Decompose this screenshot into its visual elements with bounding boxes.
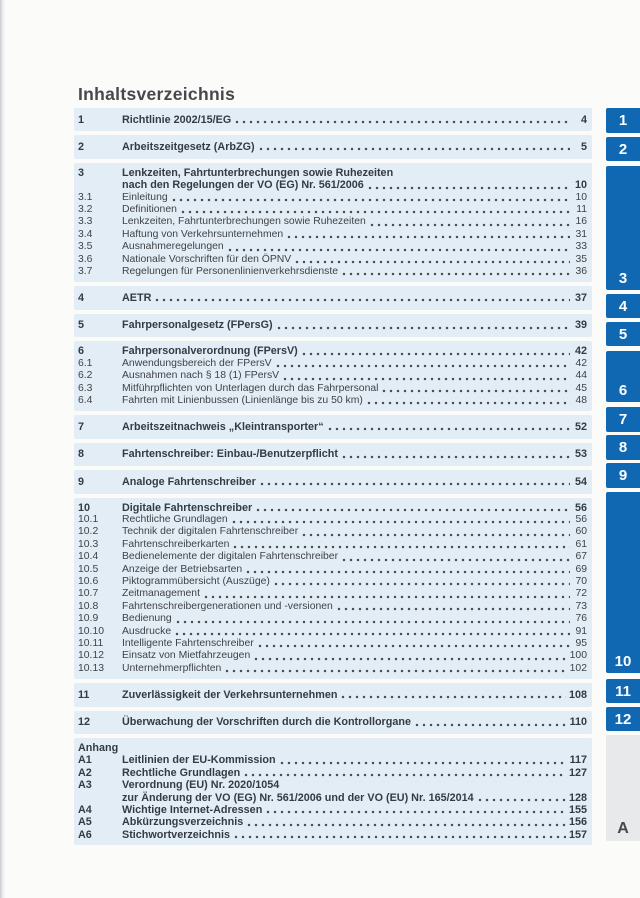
toc-row: [78, 383, 587, 395]
page-number: 5: [580, 140, 587, 153]
toc-row: [78, 754, 587, 766]
thumb-tab-label: 2: [618, 140, 628, 158]
entry-number: 9: [78, 475, 85, 488]
page-number: 117: [569, 754, 587, 767]
entry-title: zur Änderung der VO (EG) Nr. 561/2006 und der VO (EU) Nr. 165/2014: [122, 791, 474, 804]
dot-leader: [302, 533, 570, 537]
page-number: 157: [568, 828, 587, 841]
page-number: 52: [574, 420, 587, 433]
toc-row: [78, 779, 587, 791]
entry-number: A2: [78, 766, 92, 779]
entry-title: Ausdrucke: [122, 625, 172, 637]
entry-title: Piktogrammübersicht (Auszüge): [122, 575, 270, 587]
entry-number: 10.4: [78, 551, 99, 563]
page-number: 128: [568, 791, 587, 804]
dot-leader: [342, 455, 570, 459]
page-number: 95: [575, 638, 587, 649]
page-number: 67: [575, 551, 587, 563]
entry-number: 10.6: [78, 575, 99, 587]
page-number: 35: [575, 253, 587, 265]
dot-leader: [341, 695, 566, 699]
toc-block: [74, 711, 592, 734]
entry-title: Lenkzeiten, Fahrtunterbrechungen sowie Ruhezeiten: [122, 166, 394, 179]
entry-title: Intelligente Fahrtenschreiber: [122, 638, 254, 649]
entry-number: 10.3: [78, 538, 99, 550]
page-number: 76: [575, 613, 587, 625]
toc-row: [78, 716, 587, 728]
toc-row: [78, 292, 587, 304]
thumb-tab-A: [606, 735, 640, 841]
entry-number: 10.11: [78, 638, 104, 649]
page-number: 102: [569, 662, 587, 674]
entry-title: Zuverlässigkeit der Verkehrsunternehmen: [122, 688, 338, 701]
page-number: 4: [580, 113, 587, 126]
entry-number: 10.13: [78, 662, 105, 674]
entry-title: Leitlinien der EU-Kommission: [122, 754, 276, 767]
thumb-tab-1: [606, 108, 640, 133]
entry-number: 7: [78, 420, 85, 433]
thumb-tab-label: 11: [615, 682, 631, 700]
dot-leader: [176, 620, 570, 624]
thumb-tab-label: 12: [614, 710, 632, 728]
dot-leader: [302, 352, 570, 356]
dot-leader: [415, 723, 567, 727]
toc-row: [78, 370, 587, 382]
entry-number: 6.3: [78, 382, 93, 394]
entry-number: 6.2: [78, 370, 93, 382]
entry-number: 10.5: [78, 563, 99, 575]
toc-row: [78, 358, 587, 370]
entry-number: A4: [78, 804, 92, 817]
dot-leader: [283, 377, 570, 381]
entry-number: 3: [78, 166, 85, 179]
toc-row: [78, 421, 587, 433]
toc-block: [74, 314, 592, 337]
dot-leader: [244, 773, 566, 777]
entry-number: 8: [78, 448, 85, 461]
entry-title: Verordnung (EU) Nr. 2020/1054: [122, 779, 280, 792]
dot-leader: [274, 582, 570, 586]
toc-row: [78, 539, 587, 551]
dot-leader: [175, 632, 570, 636]
entry-number: A3: [78, 779, 92, 792]
entry-title: Rechtliche Grundlagen: [122, 513, 228, 525]
entry-title: Richtlinie 2002/15/EG: [122, 113, 232, 126]
entry-number: 1: [78, 113, 85, 126]
dot-leader: [155, 298, 570, 302]
thumb-tab-label: 4: [618, 297, 628, 315]
page-number: 37: [574, 291, 587, 304]
dot-leader: [342, 272, 570, 276]
dot-leader: [342, 558, 570, 562]
dot-leader: [247, 823, 566, 827]
toc-row: [78, 254, 587, 266]
toc-block: [74, 683, 592, 706]
page-number: 156: [568, 816, 587, 829]
dot-leader: [232, 520, 570, 524]
entry-title: Anwendungsbereich der FPersV: [122, 357, 272, 369]
entry-title: Stichwortverzeichnis: [122, 828, 231, 841]
dot-leader: [370, 223, 570, 227]
dot-leader: [181, 210, 570, 214]
entry-title: Unternehmerpflichten: [122, 662, 222, 674]
thumb-tab-label: 8: [618, 439, 628, 456]
entry-number: 4: [78, 291, 85, 304]
dot-leader: [328, 427, 570, 431]
thumb-tab-9: [606, 463, 640, 488]
page-number: 73: [575, 600, 587, 612]
entry-title: Fahrtenschreiberkarten: [122, 538, 230, 550]
entry-title: Ausnahmen nach § 18 (1) FPersV: [122, 370, 280, 382]
toc-row: [78, 601, 587, 613]
thumb-tab-label: 5: [618, 325, 628, 343]
thumb-tab-label: 7: [618, 411, 628, 428]
toc-row: [78, 114, 587, 126]
toc-row: [78, 514, 587, 526]
entry-title: Überwachung der Vorschriften durch die Kontrollorgane: [122, 716, 411, 729]
toc-row: [78, 241, 587, 253]
dot-leader: [235, 120, 570, 124]
entry-number: 10.10: [78, 625, 105, 637]
entry-title: Zeitmanagement: [122, 588, 200, 600]
toc-row: [78, 526, 587, 538]
toc-block: [74, 415, 592, 438]
dot-leader: [277, 326, 570, 330]
entry-title: Abkürzungsverzeichnis: [122, 816, 244, 829]
page-number: 91: [575, 625, 587, 637]
toc-row: [78, 345, 587, 357]
entry-title: Anzeige der Betriebsarten: [122, 563, 243, 575]
dot-leader: [254, 657, 566, 661]
page-number: 69: [575, 563, 587, 575]
page-number: 56: [575, 513, 587, 525]
dot-leader: [256, 508, 570, 512]
entry-title: Analoge Fahrtenschreiber: [122, 475, 256, 488]
entry-number: 5: [78, 319, 85, 332]
thumb-tab-label: 9: [618, 467, 628, 484]
entry-number: 3.5: [78, 241, 93, 253]
entry-number: 2: [78, 140, 85, 153]
toc-row: [78, 804, 587, 816]
dot-leader: [258, 644, 570, 648]
entry-number: 6: [78, 345, 85, 358]
entry-number: A1: [78, 754, 92, 767]
toc-row: [78, 179, 587, 191]
toc-block: [74, 341, 592, 411]
dot-leader: [266, 810, 566, 814]
toc-row: [78, 816, 587, 828]
page-number: 39: [574, 319, 587, 332]
entry-title: Fahrpersonalverordnung (FPersV): [122, 345, 298, 358]
toc-block: [74, 163, 592, 283]
dot-leader: [260, 482, 570, 486]
dot-leader: [280, 761, 567, 765]
entry-title: Mitführpflichten von Unterlagen durch das Fahrpersonal: [122, 382, 379, 394]
entry-title: Lenkzeiten, Fahrtunterbrechungen sowie Ruhezeiten: [122, 216, 366, 228]
thumb-tab-12: [606, 707, 640, 731]
entry-number: 6.1: [78, 357, 93, 369]
toc-block: [74, 498, 592, 680]
toc-row: [78, 613, 587, 625]
toc-block: [74, 108, 592, 131]
toc-row: [78, 689, 587, 701]
toc-row: [78, 141, 587, 153]
page-number: 36: [575, 266, 587, 278]
page-number: 155: [568, 804, 587, 817]
toc-row: [78, 204, 587, 216]
dot-leader: [259, 147, 570, 151]
dot-leader: [228, 248, 570, 252]
toc-block: [74, 738, 592, 845]
entry-title: Arbeitszeitnachweis „Kleintransporter“: [122, 420, 324, 433]
entry-number: 10.7: [78, 588, 99, 600]
toc-row: [78, 663, 587, 675]
entry-number: A6: [78, 828, 92, 841]
dot-leader: [225, 669, 566, 673]
toc-row: [78, 650, 587, 662]
page-number: 31: [575, 228, 587, 240]
thumb-tab-label: 1: [618, 112, 628, 129]
entry-number: Anhang: [78, 742, 119, 755]
entry-number: 10.2: [78, 526, 99, 538]
page-number: 127: [568, 766, 587, 779]
thumb-tab-6: [606, 351, 640, 402]
entry-title: Wichtige Internet-Adressen: [122, 804, 263, 817]
dot-leader: [204, 595, 570, 599]
toc-row: [78, 767, 587, 779]
page-number: 42: [574, 345, 587, 358]
dot-leader: [478, 798, 566, 802]
entry-number: 10: [78, 501, 91, 514]
entry-number: 12: [78, 716, 91, 729]
toc-row: [78, 229, 587, 241]
entry-number: 3.1: [78, 191, 93, 203]
entry-title: Fahrtenschreibergenerationen und -versionen: [122, 600, 333, 612]
entry-title: Haftung von Verkehrsunternehmen: [122, 228, 284, 240]
dot-leader: [337, 607, 570, 611]
toc-row: [78, 626, 587, 638]
page-number: 33: [575, 241, 587, 253]
entry-number: 10.12: [78, 650, 105, 662]
toc-row: [78, 266, 587, 278]
dot-leader: [368, 186, 570, 190]
thumb-tab-4: [606, 294, 640, 318]
entry-title: Arbeitszeitgesetz (ArbZG): [122, 140, 255, 153]
page-number: 60: [575, 526, 587, 538]
thumb-tab-label: A: [617, 820, 629, 837]
toc-row: [78, 792, 587, 804]
entry-title: Definitionen: [122, 204, 177, 216]
entry-title: Digitale Fahrtenschreiber: [122, 501, 253, 514]
entry-number: 3.6: [78, 253, 93, 265]
dot-leader: [276, 364, 570, 368]
thumb-tab-8: [606, 435, 640, 460]
page-number: 48: [575, 394, 587, 406]
thumb-tab-2: [606, 137, 640, 161]
toc-row: [78, 448, 587, 460]
thumb-tab-11: [606, 679, 640, 703]
entry-title: Fahrtenschreiber: Einbau-/Benutzerpflicht: [122, 448, 338, 461]
entry-title: Fahrten mit Linienbussen (Linienlänge bis zu 50 km): [122, 394, 363, 406]
entry-title: nach den Regelungen der VO (EG) Nr. 561/2006: [122, 179, 364, 192]
page-number: 61: [575, 538, 587, 550]
toc-row: [78, 551, 587, 563]
entry-number: 3.2: [78, 204, 93, 216]
scan-page-edge: [0, 0, 6, 898]
dot-leader: [172, 198, 570, 202]
dot-leader: [367, 401, 570, 405]
toc-row: [78, 588, 587, 600]
entry-title: Bedienung: [122, 613, 172, 625]
entry-number: A5: [78, 816, 92, 829]
toc-row: [78, 502, 587, 514]
table-of-contents: [74, 108, 592, 849]
toc-row: [78, 829, 587, 841]
toc-row: [78, 742, 587, 754]
page-number: 54: [574, 475, 587, 488]
toc-row: [78, 319, 587, 331]
entry-number: 3.4: [78, 228, 93, 240]
entry-title: Einleitung: [122, 191, 168, 203]
toc-block: [74, 470, 592, 493]
entry-title: Regelungen für Personenlinienverkehrsdienste: [122, 266, 339, 278]
toc-row: [78, 395, 587, 407]
thumb-tab-label: 10: [614, 653, 632, 670]
page-number: 108: [568, 688, 587, 701]
entry-title: Nationale Vorschriften für den ÖPNV: [122, 253, 292, 265]
thumb-tab-7: [606, 407, 640, 432]
toc-row: [78, 167, 587, 179]
page-number: 110: [569, 716, 587, 729]
thumb-tab-3: [606, 166, 640, 290]
page-number: 42: [575, 357, 587, 369]
page-number: 56: [574, 501, 587, 514]
entry-number: 3.3: [78, 216, 93, 228]
page-number: 44: [575, 370, 587, 382]
toc-block: [74, 135, 592, 158]
entry-number: 10.8: [78, 600, 99, 612]
page-title: Inhaltsverzeichnis: [78, 84, 236, 104]
dot-leader: [234, 835, 566, 839]
toc-block: [74, 286, 592, 309]
thumb-tab-label: 6: [618, 382, 628, 399]
entry-number: 10.9: [78, 613, 99, 625]
dot-leader: [246, 570, 570, 574]
page-number: 100: [569, 650, 587, 662]
entry-title: Ausnahmeregelungen: [122, 241, 224, 253]
entry-number: 11: [78, 688, 90, 701]
dot-leader: [295, 260, 570, 264]
page-number: 10: [574, 179, 587, 192]
entry-number: 6.4: [78, 394, 93, 406]
page-number: 70: [575, 575, 587, 587]
page-number: 16: [575, 216, 587, 228]
entry-title: Einsatz von Mietfahrzeugen: [122, 650, 251, 662]
toc-row: [78, 476, 587, 488]
entry-title: Bedienelemente der digitalen Fahrtenschreiber: [122, 551, 339, 563]
dot-leader: [287, 235, 570, 239]
thumb-tab-10: [606, 492, 640, 673]
page-number: 45: [575, 382, 587, 394]
thumb-tab-5: [606, 322, 640, 346]
thumb-tab-label: 3: [618, 270, 628, 287]
page-number: 53: [574, 448, 587, 461]
toc-row: [78, 564, 587, 576]
entry-number: 10.1: [78, 513, 99, 525]
page-number: 11: [576, 204, 587, 216]
toc-block: [74, 443, 592, 466]
page-number: 10: [575, 191, 587, 203]
entry-title: Rechtliche Grundlagen: [122, 766, 241, 779]
page-number: 72: [575, 588, 587, 600]
entry-title: Fahrpersonalgesetz (FPersG): [122, 319, 273, 332]
toc-row: [78, 192, 587, 204]
entry-title: AETR: [122, 291, 152, 304]
toc-row: [78, 216, 587, 228]
toc-row: [78, 576, 587, 588]
dot-leader: [233, 545, 570, 549]
entry-number: 3.7: [78, 266, 93, 278]
toc-row: [78, 638, 587, 650]
dot-leader: [382, 389, 570, 393]
entry-title: Technik der digitalen Fahrtenschreiber: [122, 526, 299, 538]
